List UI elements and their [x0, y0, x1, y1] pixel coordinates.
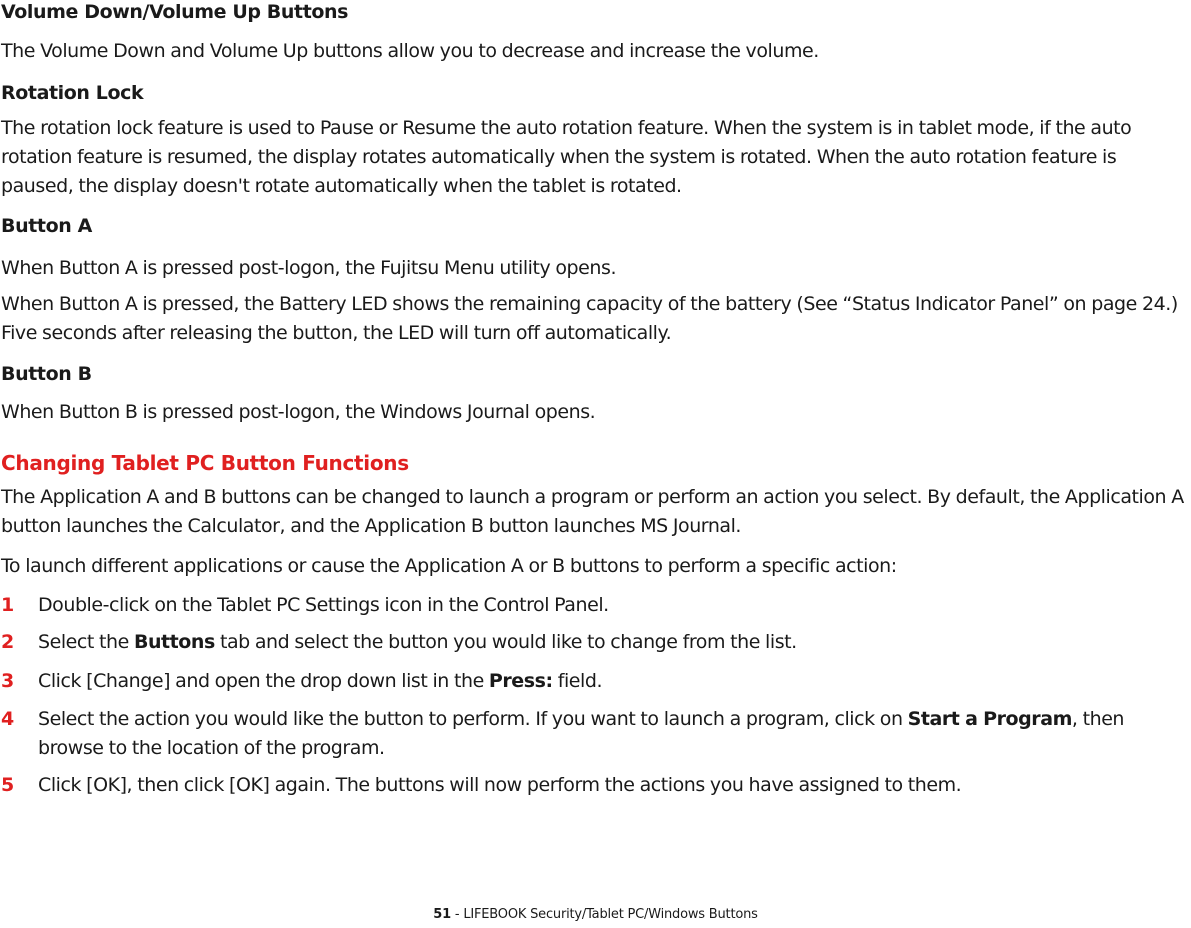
step-number: 3	[1, 670, 15, 692]
page-footer	[0, 906, 1191, 924]
paragraph-rotation-lock: The rotation lock feature is used to Pause or Resume the auto rotation feature. When the system is in tablet mode, if the auto rotation feature is resumed, the display rotates automatically when the system is rotated. When the auto rotation feature is paused, the display doesn't rotate automatically when the tablet is rotated.	[1, 117, 1132, 197]
heading-volume-buttons: Volume Down/Volume Up Buttons	[1, 1, 349, 23]
step-number: 5	[1, 774, 15, 796]
heading-changing-tablet-buttons: Changing Tablet PC Button Functions	[1, 451, 409, 475]
step-text: Select the action you would like the button to perform. If you want to launch a program, click on Start a Program, then browse to the location of the program.	[38, 708, 1125, 759]
heading-button-a: Button A	[1, 215, 92, 237]
heading-button-b: Button B	[1, 363, 92, 385]
ui-term-press: Press:	[488, 670, 553, 692]
step-text: Select the Buttons tab and select the button you would like to change from the list.	[38, 631, 797, 653]
ui-term-start-a-program: Start a Program	[907, 708, 1072, 730]
heading-rotation-lock: Rotation Lock	[1, 82, 144, 104]
ui-term-buttons: Buttons	[133, 631, 215, 653]
footer-title: - LIFEBOOK Security/Tablet PC/Windows Buttons	[450, 907, 758, 922]
step-number: 1	[1, 594, 15, 616]
paragraph-changing-intro: The Application A and B buttons can be changed to launch a program or perform an action you select. By default, the Application A button launches the Calculator, and the Application B button launches MS Journal.	[1, 486, 1184, 537]
step-text: Double-click on the Tablet PC Settings icon in the Control Panel.	[38, 594, 609, 616]
paragraph-button-a-battery: When Button A is pressed, the Battery LED shows the remaining capacity of the battery (See “Status Indicator Panel” on page 24.) Five seconds after releasing the button, the LED will turn off automatically.	[1, 293, 1178, 344]
step-text: Click [Change] and open the drop down list in the Press: field.	[38, 670, 603, 692]
paragraph-button-b: When Button B is pressed post-logon, the Windows Journal opens.	[1, 401, 596, 423]
paragraph-changing-instructions: To launch different applications or cause the Application A or B buttons to perform a specific action:	[1, 555, 897, 577]
paragraph-button-a-logon: When Button A is pressed post-logon, the Fujitsu Menu utility opens.	[1, 257, 617, 279]
step-number: 2	[1, 631, 15, 653]
paragraph-volume-buttons: The Volume Down and Volume Up buttons allow you to decrease and increase the volume.	[1, 40, 819, 62]
step-number: 4	[1, 708, 15, 730]
step-text: Click [OK], then click [OK] again. The buttons will now perform the actions you have assigned to them.	[38, 774, 962, 796]
page-number: 51	[433, 907, 451, 922]
